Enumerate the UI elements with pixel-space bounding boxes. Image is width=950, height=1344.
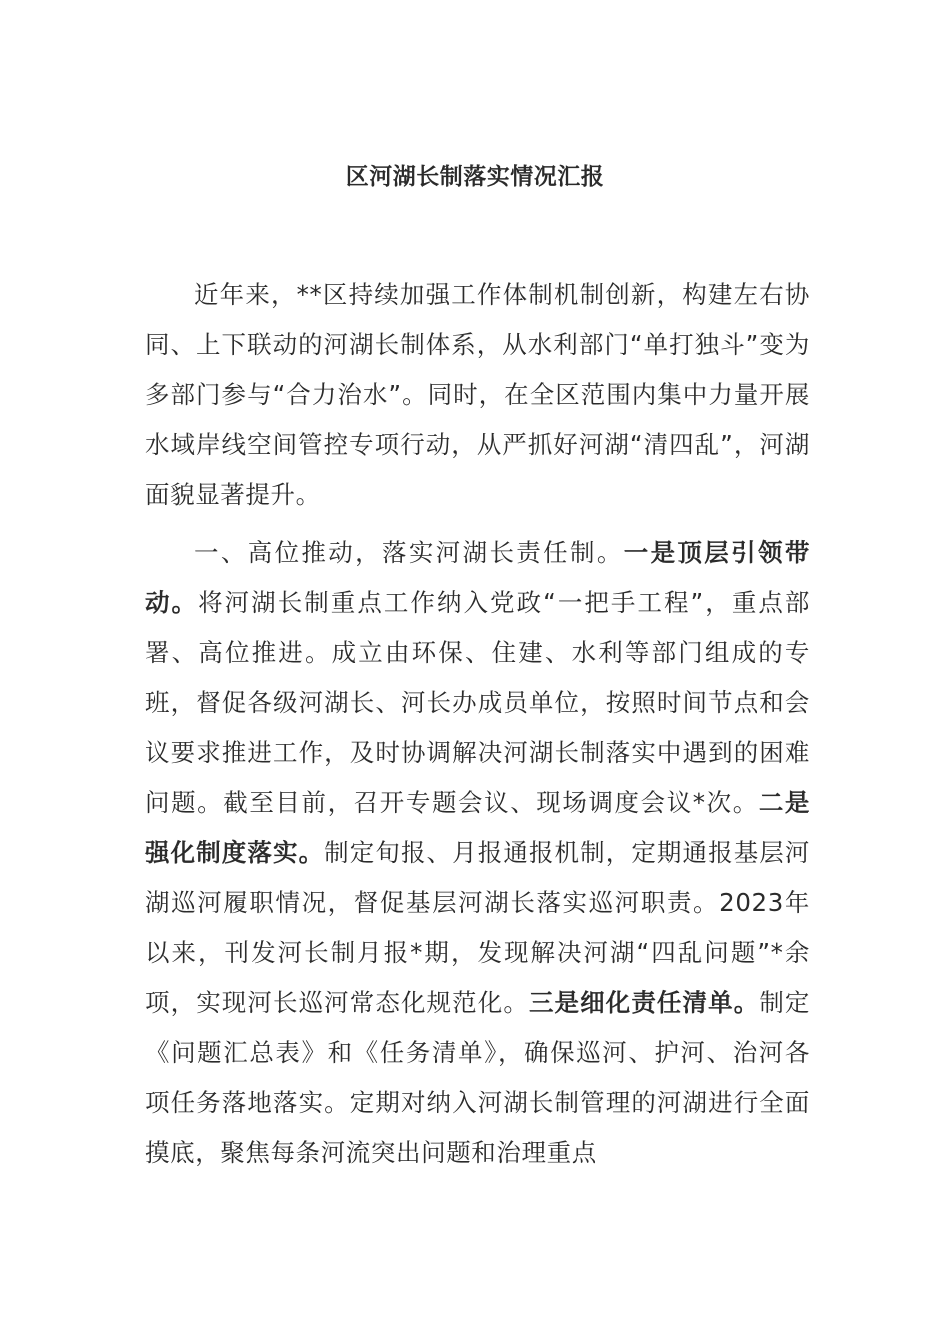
- page-title: 区河湖长制落实情况汇报: [345, 164, 605, 190]
- bold-subheading-3: 三是细化责任清单。: [528, 988, 760, 1017]
- paragraph-intro: [145, 270, 810, 520]
- text-run: 制定《问题汇总表》和《任务清单》，确保巡河、护河、治河各项任务落地落实。定期对纳入河湖长制管理的河湖进行全面摸底，聚焦每条河流突出问题和治理重点: [145, 988, 811, 1167]
- text-run: 制定旬报、月报通报机制，定期通报基层河湖巡河履职情况，督促基层河湖长落实巡河职责。2023年以来，刊发河长制月报*期，发现解决河湖“四乱问题”*余项，实现河长巡河常态化规范化。: [145, 838, 810, 1017]
- text-run: 将河湖长制重点工作纳入党政“一把手工程”，重点部署、高位推进。成立由环保、住建、水利等部门组成的专班，督促各级河湖长、河长办成员单位，按照时间节点和会议要求推进工作，及时协调解决河湖长制落实中遇到的困难问题。截至目前，召开专题会议、现场调度会议*次。: [145, 588, 810, 817]
- section-heading: 一、高位推动，落实河湖长责任制。: [194, 538, 624, 567]
- bold-subheading-2: 二是强化制度落实。: [145, 788, 810, 867]
- bold-subheading-1: 一是顶层引领带动。: [145, 538, 810, 617]
- text-run: 近年来，**区持续加强工作体制机制创新，构建左右协同、上下联动的河湖长制体系，从水利部门“单打独斗”变为多部门参与“合力治水”。同时，在全区范围内集中力量开展水域岸线空间管控专项行动，从严抓好河湖“清四乱”，河湖面貌显著提升。: [145, 280, 810, 509]
- document-body: [145, 270, 810, 1186]
- paragraph-section-1: [145, 528, 810, 1178]
